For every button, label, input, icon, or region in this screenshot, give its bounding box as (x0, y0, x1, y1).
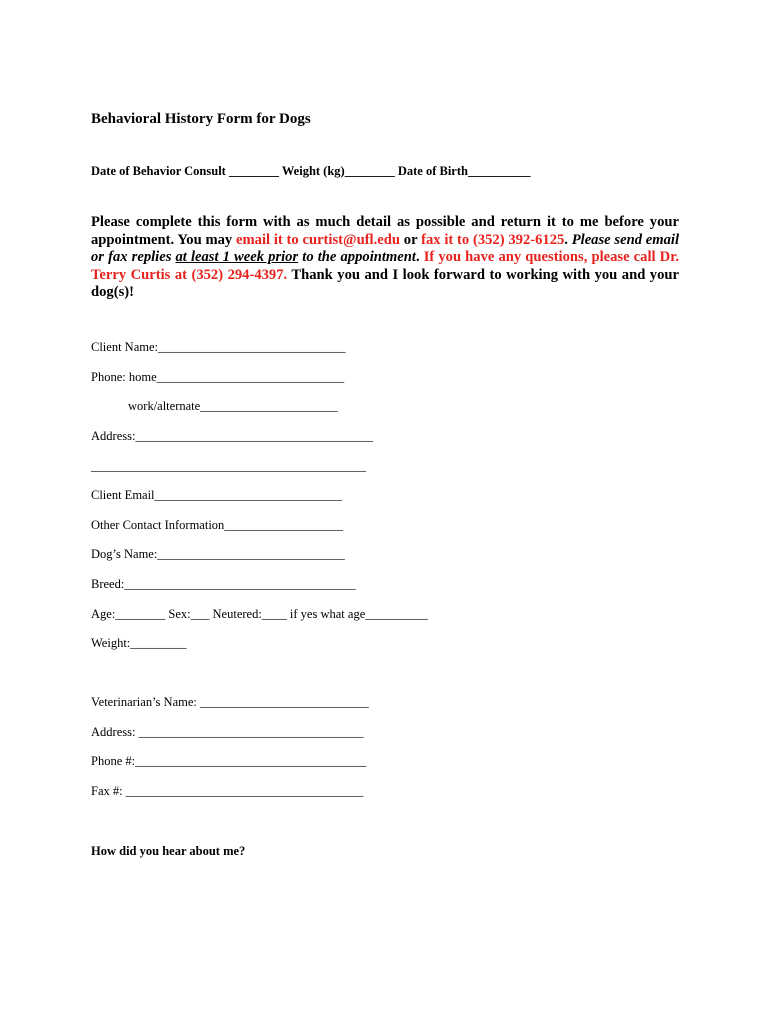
consult-meta-line: Date of Behavior Consult ________ Weight (kg)________ Date of Birth__________ (91, 164, 531, 178)
email-instruction: email it to curtist@ufl.edu (236, 231, 400, 248)
referral-question: How did you hear about me? (91, 844, 246, 858)
instructions-text: Please complete this form with as much detail as possible and return it to me before your appointment. You may (91, 214, 679, 248)
phone-work-field[interactable]: work/alternate______________________ (128, 399, 338, 413)
vet-name-field[interactable]: Veterinarian’s Name: ___________________________ (91, 695, 369, 709)
or-text: or (399, 231, 422, 248)
sentence-end: . (564, 231, 572, 248)
vet-fax-field[interactable]: Fax #: ______________________________________ (91, 784, 364, 798)
dog-weight-field[interactable]: Weight:_________ (91, 636, 187, 650)
address-field[interactable]: Address:______________________________________ (91, 429, 373, 443)
sentence-end-2: . (415, 249, 424, 266)
please-send-text: Please send email or fax replies (91, 231, 680, 266)
client-email-field[interactable]: Client Email______________________________ (91, 488, 343, 502)
vet-address-field[interactable]: Address: ____________________________________ (91, 725, 364, 739)
dog-name-field[interactable]: Dog’s Name:______________________________ (91, 547, 345, 561)
address-line-2-field[interactable]: ____________________________________________ (91, 459, 366, 473)
client-name-field[interactable]: Client Name:______________________________ (91, 340, 346, 354)
breed-field[interactable]: Breed:_____________________________________ (91, 577, 356, 591)
age-sex-neutered-field[interactable]: Age:________ Sex:___ Neutered:____ if yes what age__________ (91, 607, 428, 621)
instructions-paragraph (91, 214, 679, 302)
phone-home-field[interactable]: Phone: home______________________________ (91, 370, 345, 384)
thank-you-text: Thank you and I look forward to working with you and your dog(s)! (91, 266, 679, 301)
deadline-text: at least 1 week prior (175, 249, 299, 266)
fax-instruction: fax it to (352) 392-6125 (421, 231, 565, 248)
questions-contact: If you have any questions, please call Dr. Terry Curtis at (352) 294-4397. (91, 249, 680, 283)
form-title: Behavioral History Form for Dogs (91, 111, 311, 127)
to-appointment-text: to the appointment (298, 249, 416, 266)
vet-phone-field[interactable]: Phone #:_____________________________________ (91, 754, 367, 768)
other-contact-field[interactable]: Other Contact Information___________________ (91, 518, 344, 532)
